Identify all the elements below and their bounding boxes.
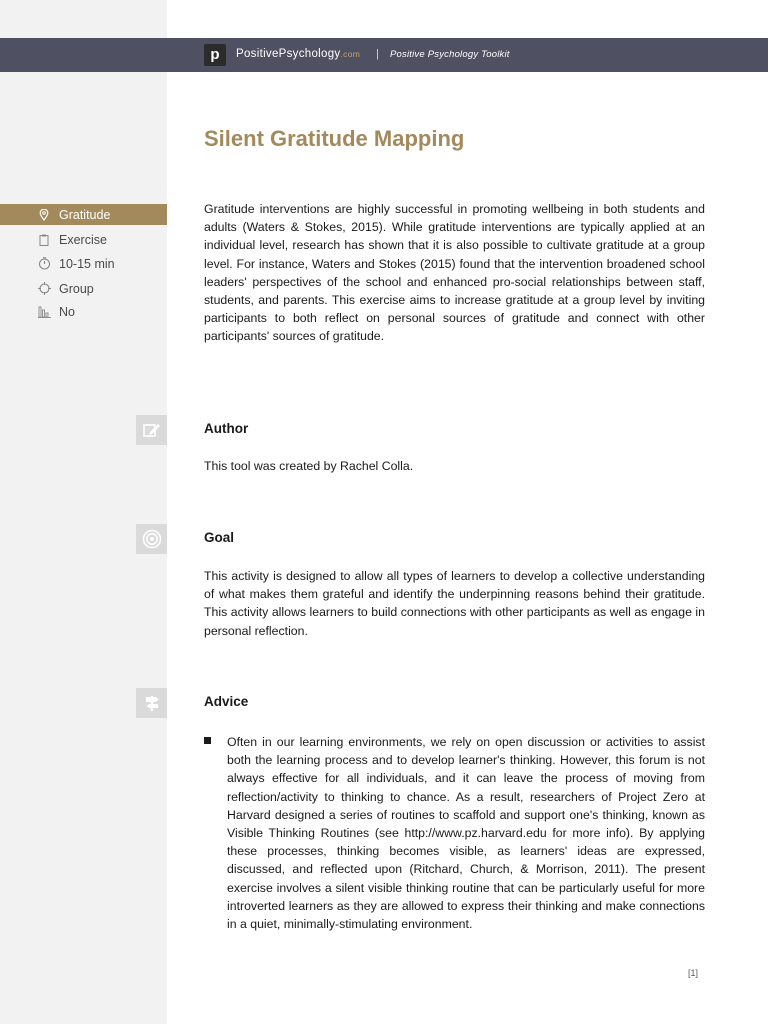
brand-name: PositivePsychology.com (236, 48, 361, 60)
toolkit-label: Positive Psychology Toolkit (390, 49, 510, 60)
advice-text: Often in our learning environments, we rely on open discussion or activities to assist both the learning process and to develop learner's thinking. However, this forum is not always effective for all individuals, and it can leave the process of moving from reflection/activity to thinking to chance. As a result, researchers of Project Zero at Harvard designed a series of routines to scaffold and support one's thinking, known as Visible Thinking Routines (see http://www.pz.harvard.edu for more info). By applying these processes, thinking becomes visible, as learners' ideas are expressed, discussed, and reflected upon (Ritchard, Church, & Morrison, 2011). The present exercise involves a silent visible thinking routine that can be particularly useful for more introverted learners as they are allowed to express their thinking and make connections in a quiet, minimally-stimulating environment. (227, 735, 705, 932)
target-icon (37, 282, 51, 295)
header-bar (0, 38, 768, 72)
header-separator: | (376, 48, 379, 60)
page-number: [1] (688, 968, 699, 978)
advice-heading: Advice (204, 694, 249, 709)
sidebar (0, 0, 167, 1024)
bar-chart-icon (37, 306, 51, 318)
page-title: Silent Gratitude Mapping (204, 126, 465, 151)
author-text: This tool was created by Rachel Colla. (204, 459, 414, 473)
advice-bullet (204, 733, 705, 933)
meta-duration (0, 253, 167, 274)
meta-reading (0, 301, 167, 322)
signpost-icon (136, 688, 167, 718)
meta-label: Gratitude (59, 207, 111, 222)
meta-label: Group (59, 281, 94, 296)
stopwatch-icon (37, 257, 51, 270)
meta-label: Exercise (59, 232, 107, 247)
target-icon (136, 524, 167, 554)
pin-icon (37, 209, 51, 221)
meta-label: 10-15 min (59, 256, 115, 271)
intro-paragraph: Gratitude interventions are highly successful in promoting wellbeing in both students and adults (Waters & Stokes, 2015). While gratitude interventions are typically applied at an individual level, research has shown that it is also possible to cultivate gratitude at a group level. For instance, Waters and Stokes (2015) found that the intervention broadened school leaders' perspectives of the school and enhanced pro-social relationships between staff, students, and parents. This exercise aims to increase gratitude at a group level by inviting participants to both reflect on personal sources of gratitude and connect with other participants' sources of gratitude. (204, 202, 705, 344)
bullet-marker (204, 737, 211, 744)
author-heading: Author (204, 421, 249, 436)
clipboard-icon (37, 234, 51, 246)
pencil-icon (136, 415, 167, 445)
goal-heading: Goal (204, 530, 235, 545)
meta-label: No (59, 304, 75, 319)
logo-icon: p (204, 44, 226, 66)
meta-category (0, 204, 167, 225)
goal-text: This activity is designed to allow all types of learners to develop a collective understanding of what makes them grateful and identify the underpinning reasons behind their gratitude. This activity allows learners to build connections with other participants as well as engage in personal reflection. (204, 569, 705, 638)
meta-type (0, 229, 167, 250)
meta-audience (0, 278, 167, 299)
